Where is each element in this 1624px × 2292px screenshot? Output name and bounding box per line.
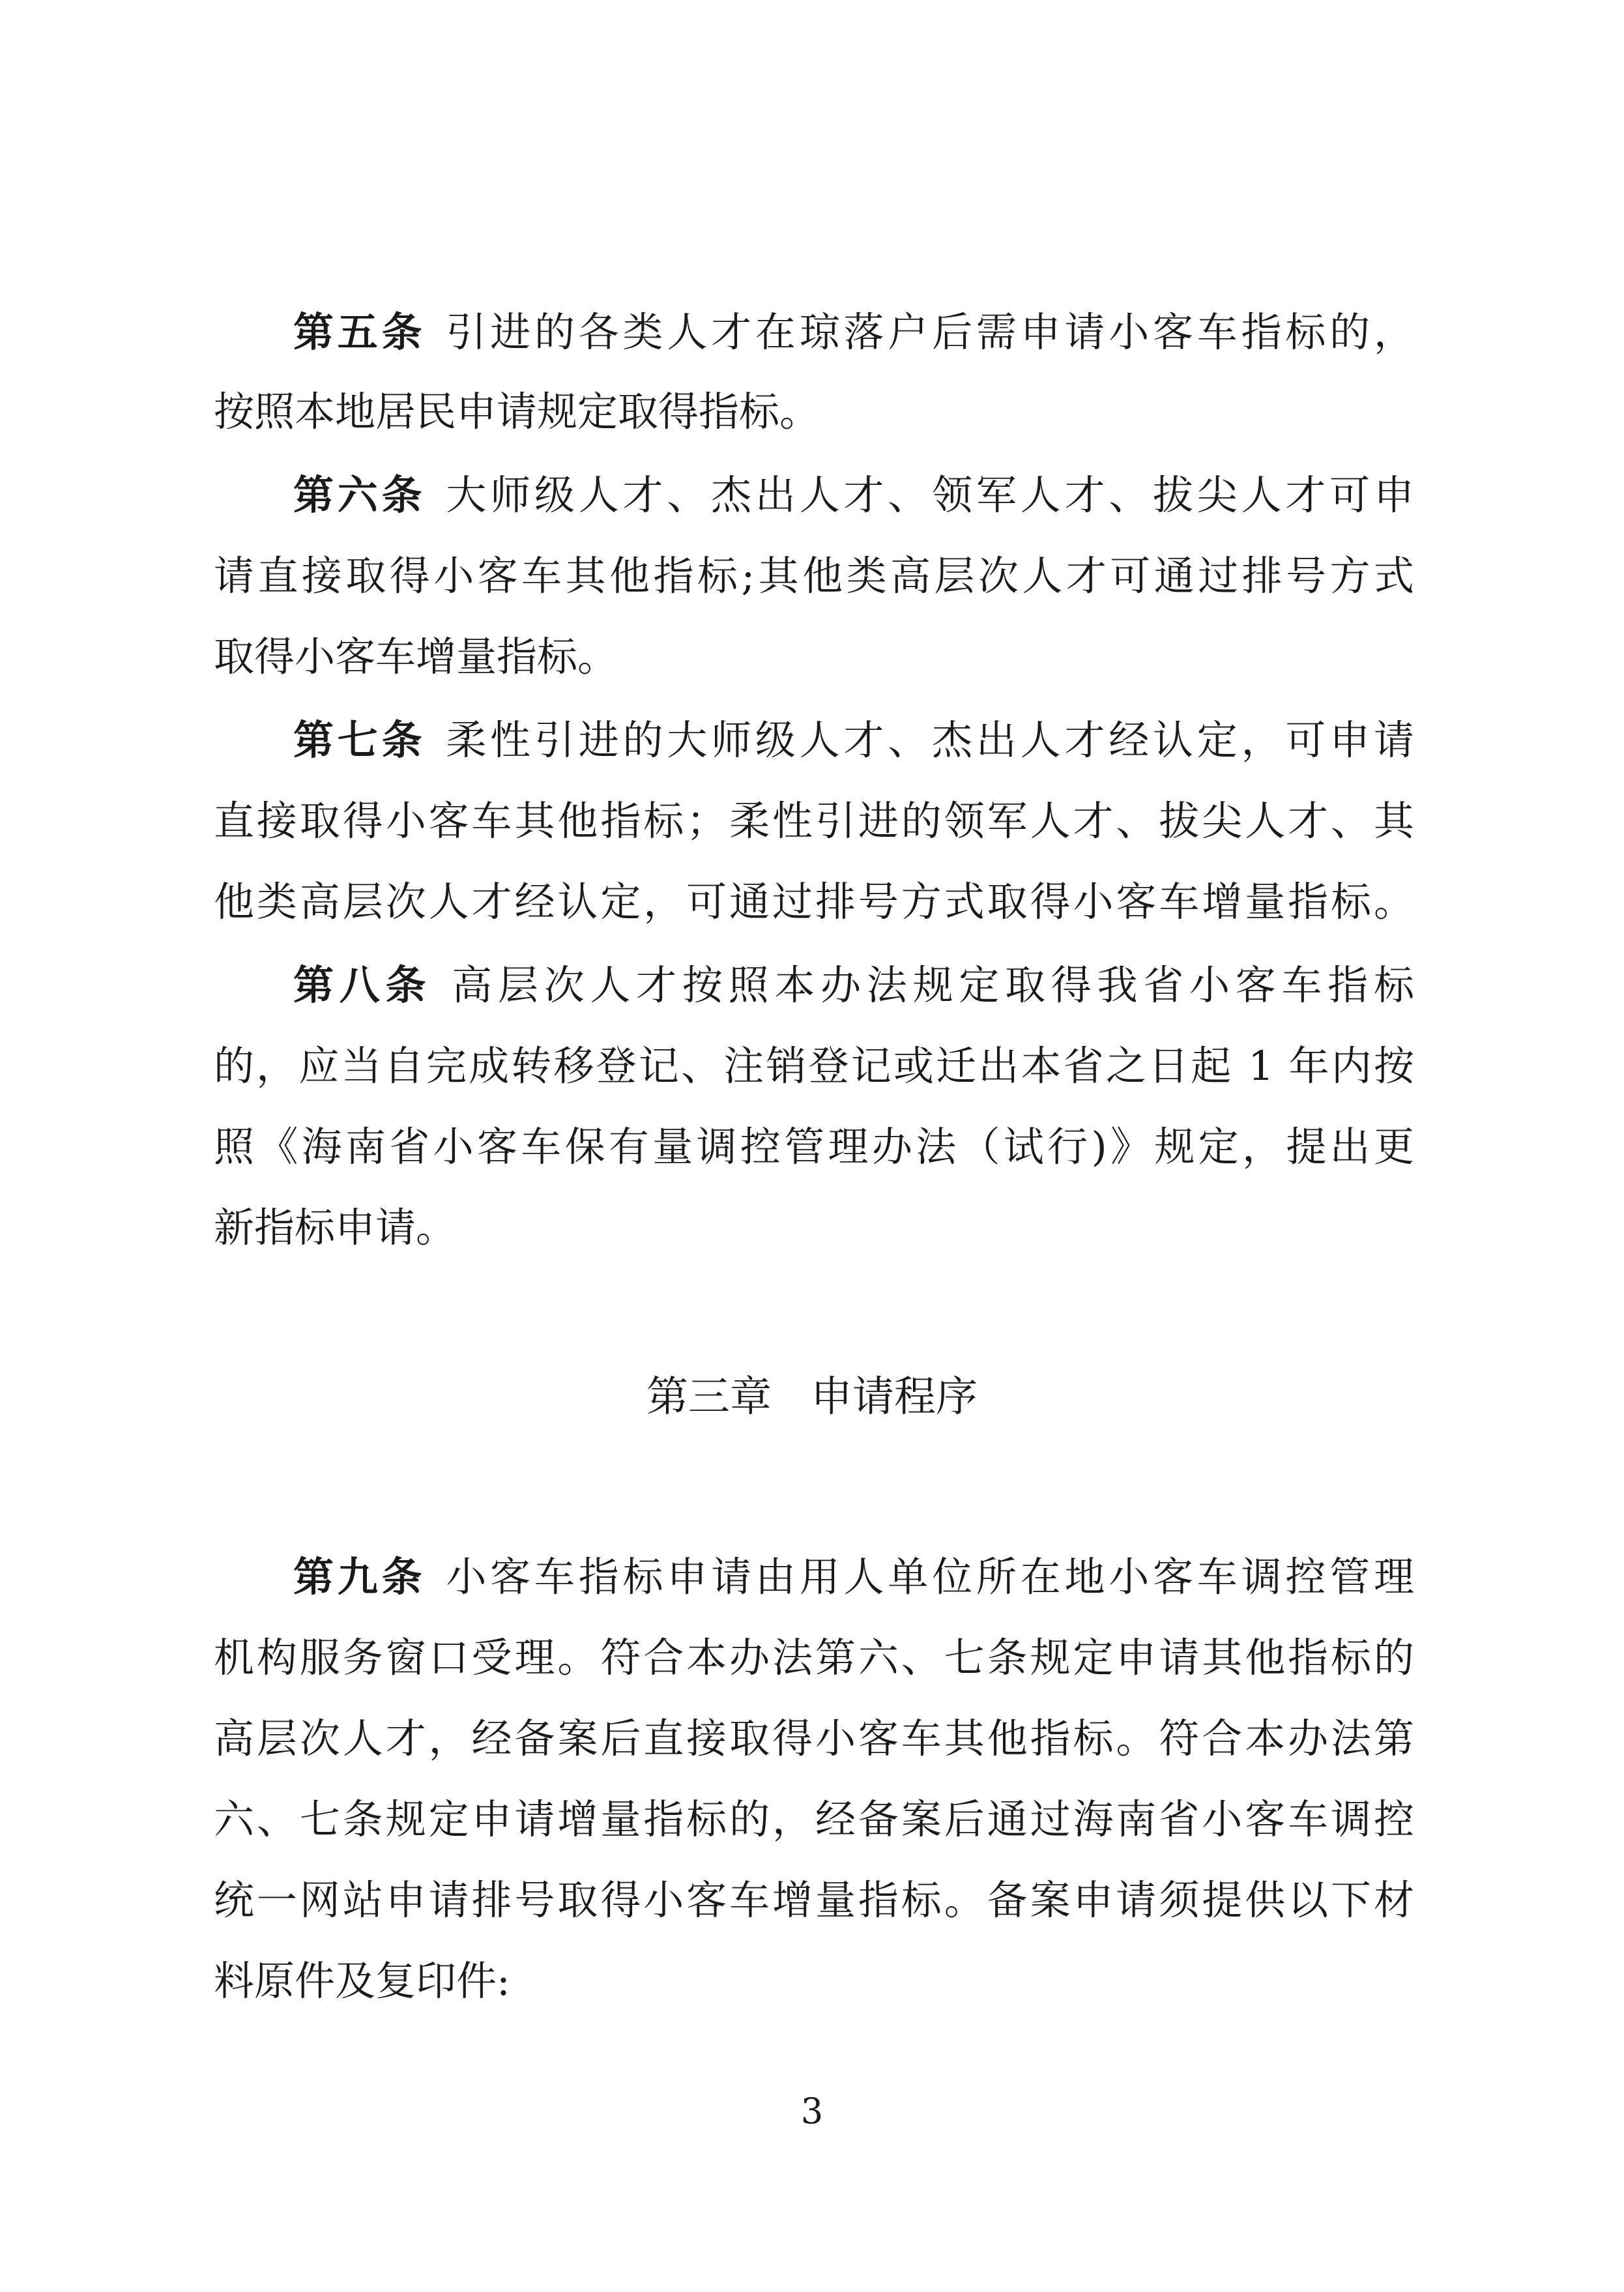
article-9-line-2: 机构服务窗口受理。符合本办法第六、七条规定申请其他指标的 — [214, 1634, 1414, 1681]
article-7-label: 第七条 — [293, 716, 426, 764]
article-6-text-1: 大师级人才、杰出人才、领军人才、拔尖人才可申 — [446, 471, 1414, 519]
article-8-line-4: 新指标申请。 — [214, 1204, 457, 1251]
article-7-line-3: 他类高层次人才经认定，可通过排号方式取得小客车增量指标。 — [214, 878, 1414, 925]
article-5-label: 第五条 — [293, 308, 426, 356]
article-8-line-2: 的，应当自完成转移登记、注销登记或迁出本省之日起 1 年内按 — [214, 1042, 1414, 1090]
article-8-text-1: 高层次人才按照本办法规定取得我省小客车指标 — [452, 961, 1414, 1009]
chapter-title: 申请程序 — [811, 1373, 978, 1421]
article-6-line-3: 取得小客车增量指标。 — [214, 633, 618, 680]
article-9-text-1: 小客车指标申请由用人单位所在地小客车调控管理 — [446, 1553, 1414, 1601]
article-9-line-4: 六、七条规定申请增量指标的，经备案后通过海南省小客车调控 — [214, 1795, 1414, 1843]
article-5-text-1: 引进的各类人才在琼落户后需申请小客车指标的， — [446, 308, 1414, 356]
article-6-line-1 — [293, 464, 1414, 527]
article-9-line-5: 统一网站申请排号取得小客车增量指标。备案申请须提供以下材 — [214, 1876, 1414, 1924]
article-8-line-1 — [293, 954, 1414, 1017]
article-5-line-1 — [293, 301, 1414, 364]
article-7-line-1 — [293, 709, 1414, 772]
chapter-heading — [0, 1363, 1624, 1431]
page-number: 3 — [800, 2091, 824, 2132]
article-8-label: 第八条 — [293, 961, 432, 1009]
chapter-number: 第三章 — [646, 1373, 772, 1421]
article-9-line-3: 高层次人才，经备案后直接取得小客车其他指标。符合本办法第 — [214, 1715, 1414, 1762]
article-6-line-2: 请直接取得小客车其他指标;其他类高层次人才可通过排号方式 — [214, 552, 1414, 600]
article-5-line-2: 按照本地居民申请规定取得指标。 — [214, 388, 820, 435]
article-9-line-6: 料原件及复印件: — [214, 1957, 510, 2005]
article-7-line-2: 直接取得小客车其他指标；柔性引进的领军人才、拔尖人才、其 — [214, 797, 1414, 845]
article-6-label: 第六条 — [293, 471, 426, 519]
article-7-text-1: 柔性引进的大师级人才、杰出人才经认定，可申请 — [446, 716, 1414, 764]
article-9-line-1 — [293, 1546, 1414, 1608]
article-8-line-3: 照《海南省小客车保有量调控管理办法（试行)》规定，提出更 — [214, 1123, 1414, 1170]
article-9-label: 第九条 — [293, 1553, 426, 1601]
